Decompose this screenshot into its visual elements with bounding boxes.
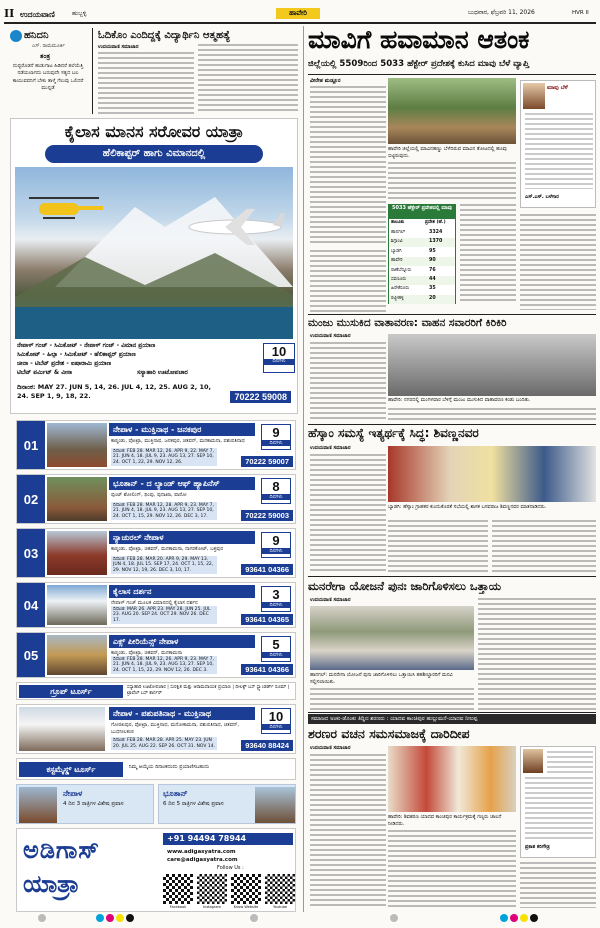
tour-phone: 70222 59007 xyxy=(241,456,293,467)
table-cell-taluk: ಹಾವೇರಿ xyxy=(391,258,403,264)
kailash-ad xyxy=(10,118,298,414)
story4-photo xyxy=(310,606,474,670)
poem-box xyxy=(6,28,88,114)
qr-label: Facebook xyxy=(169,905,187,909)
story2-rule xyxy=(308,314,596,315)
tour-description: ಕಾಠ್ಮಂಡು, ಪೋಖ್ರಾ, ಚಿತವನ್, ಮನಕಾಮನಾ, ನಾಗರಕೋಟ್, ಬಕ್ತಪುರ xyxy=(111,546,223,552)
tour-days-badge xyxy=(261,532,291,558)
tour-number: 01 xyxy=(17,421,45,469)
tour-photo xyxy=(47,531,107,575)
poem-author: ಎಸ್. ರಾಮಮೂರ್ತಿ xyxy=(32,43,66,49)
kailash-days-badge xyxy=(263,343,295,373)
tour-photo xyxy=(19,707,105,751)
nepal-mini-photo xyxy=(19,787,57,823)
story5-rule xyxy=(308,712,596,713)
page-marker: II xyxy=(4,7,15,20)
kailash-ad-subtitle: ಹೆಲಿಕಾಪ್ಟರ್ ಹಾಗು ವಿಮಾನದಲ್ಲಿ xyxy=(45,145,263,163)
poem-heading: ತಂತ್ರ xyxy=(40,52,51,60)
kailash-days-label: ದಿನಗಳು xyxy=(264,359,294,365)
story4-headline: ಮನರೇಗಾ ಯೋಜನೆ ಪುನಃ ಜಾರಿಗೊಳಿಸಲು ಒತ್ತಾಯ xyxy=(308,579,502,593)
tour-days: 10 xyxy=(268,709,284,724)
side-box-text xyxy=(525,113,593,189)
story4-dateline: ಉದಯವಾಣಿ ಸಮಾಚಾರ xyxy=(310,597,351,603)
table-cell-taluk: ಹಿರೇಕೆರೂರು xyxy=(391,286,410,292)
lead-column-3 xyxy=(460,204,516,304)
registration-mark xyxy=(38,914,46,922)
tour-phone: 93641 04366 xyxy=(241,664,293,675)
registration-mark xyxy=(530,914,538,922)
kailash-phone: 70222 59008 xyxy=(230,391,291,403)
top-story-column-1 xyxy=(98,52,194,114)
qr-label: Instagram xyxy=(203,905,221,909)
bhutan-mini-title: ಭೂತಾನ್ xyxy=(163,789,188,798)
qr-code xyxy=(265,874,295,904)
columnist-photo xyxy=(523,749,543,773)
tour-card xyxy=(16,420,296,470)
story2-column-1 xyxy=(310,342,386,420)
side-box xyxy=(520,80,596,208)
table-cell-taluk: ರಾಣೆಬೆನ್ನೂರು xyxy=(391,267,412,273)
table-cell-area: 35 xyxy=(429,286,436,292)
tour-card xyxy=(16,632,296,678)
tour-number: 05 xyxy=(17,633,45,677)
brand-website: www.adigasyatra.com xyxy=(167,849,236,855)
story4-rule xyxy=(308,576,596,577)
table-cell-area: 3324 xyxy=(429,230,443,235)
masthead-rule xyxy=(4,22,596,24)
tour-dates: ದಿನಾಂಕ: FEB 28. MAR 12, 28. APR 9, 23. MAY 7, 21. JUN 4, 18. JUL 9, 23. AUG 13, 27. SEP 10, 24. OCT 1, 15, 29. NOV 12, 26. DEC 3, 17. xyxy=(111,502,217,520)
table-cell-taluk: ಸವಣೂರು xyxy=(391,277,407,282)
story4-caption: ಹಾನಗಲ್: ಮನರೇಗಾ ಯೋಜನೆ ಪುನಃ ಜಾರಿಗೊಳಿಸಲು ಒತ್ತಾಯಿಸಿ ತಹಶೀಲ್ದಾರರಿಗೆ ಮನವಿ ಸಲ್ಲಿಸಲಾಯಿತು. xyxy=(310,672,453,685)
drop-icon xyxy=(10,30,22,42)
table-row xyxy=(389,248,455,257)
top-story-dateline: ಉದಯವಾಣಿ ಸಮಾಚಾರ xyxy=(98,44,139,50)
tour-days-label: ದಿನಗಳು xyxy=(262,652,290,658)
tour-description: ಕಾಠ್ಮಂಡು, ಪೋಖ್ರಾ, ಮುಕ್ತಿನಾಥ, ಜನಕಪುರ, ಚಿತವನ್, ಮನಕಾಮನಾ, ಪಶುಪತಿನಾಥ xyxy=(111,438,245,444)
bhutan-mini-ad xyxy=(158,784,296,824)
tour-days-badge xyxy=(261,636,291,662)
page-code: HVR II xyxy=(572,10,589,16)
lead-column-5 xyxy=(310,250,386,312)
tour-description: ಫುಂಟ್ ಶೋಲಿಂಗ್, ಥಿಂಫು, ಪುನಾಖಾ, ಪಾರೋ xyxy=(111,492,187,498)
tour-days: 9 xyxy=(272,533,280,548)
lead-rule xyxy=(308,74,596,75)
table-cell-area: 90 xyxy=(429,258,436,264)
story3-dateline: ಉದಯವಾಣಿ ಸಮಾಚಾರ xyxy=(310,445,351,451)
nepal-mini-ad xyxy=(16,784,154,824)
table-cell-area: 1370 xyxy=(429,239,443,245)
tour-days-label: ದಿನಗಳು xyxy=(262,494,290,500)
tour-photo xyxy=(47,635,107,675)
kailash-dates: ದಿನಾಂಕ: MAY 27. JUN 5, 14, 26. JUL 4, 12, 25. AUG 2, 10, 24. SEP 1, 9, 18, 22. xyxy=(17,383,211,400)
registration-mark xyxy=(250,914,258,922)
qr-code xyxy=(231,874,261,904)
tour-title: ನ್ಯಾಚುರಲ್ ನೇಪಾಳ xyxy=(109,531,255,544)
registration-mark xyxy=(500,914,508,922)
tour-title: ನೇಪಾಳ - ಪಶುಪತಿನಾಥ - ಮುಕ್ತಿನಾಥ xyxy=(109,707,255,720)
tour-days: 3 xyxy=(272,587,280,602)
column-divider xyxy=(303,26,304,912)
tour-title: ಭೂತಾನ್ - ದ ಲ್ಯಾಂಡ್ ಆಫ್ ಹ್ಯಾಪಿನೆಸ್ xyxy=(109,477,255,490)
brand-name-line1: ಅಡಿಗಾಸ್ xyxy=(23,836,100,864)
brand-phone: +91 94494 78944 xyxy=(163,833,293,845)
tour-dates: ದಿನಾಂಕ: FEB 28. MAR 28. APR 25. MAY 23. JUN 20. JUL 25. AUG 22. SEP 26. OCT 31. NOV 14. xyxy=(111,737,217,750)
story5-kicker: ಸಮಾಜದ ಅಂಕು-ಡೊಂಕು ತಿದ್ದಿದ ಶರಣರು : ಯಾದವ ಕಾಂಚಿಪುರ ಹುಲ್ಲುಮನೆ-ಯಾದವ ನೀಲಪ್ಪ xyxy=(308,714,596,724)
tour-phone: 70222 59003 xyxy=(241,510,293,521)
qr-code xyxy=(197,874,227,904)
tour-title: ನೇಪಾಳ - ಮುಕ್ತಿನಾಥ - ಜನಕಪುರ xyxy=(109,423,255,436)
itinerary-item: ಚೀನಾ - ಟಿಬೆಟ್ ಪ್ರದೇಶ - ಐಷಾರಾಮಿ ಪ್ರಯಾಣ xyxy=(17,360,112,367)
sidebar-divider xyxy=(92,28,93,114)
registration-mark xyxy=(510,914,518,922)
story3-column-1 xyxy=(310,454,386,574)
poem-text: ದುಷ್ಟರೊಡನೆ ಹುಡುಗಾಟ ಹಿಡಿದರೆ ತಲೆಯೆತ್ತಿ ನಡೆಯಲಾಗದು ಬರುವುದೇ ಸತ್ಯದ ಬಲ ಕಾಯುವವನಿಗೆ ಬೇಕು ತಾಳ್ಮೆ ಗೆಲುವು ಒಲಿದರೆ ಮುನ್ನಡೆ xyxy=(12,63,84,91)
section-label: ಹಾವೇರಿ xyxy=(276,8,320,19)
story3-photo xyxy=(388,446,596,502)
story5-caption: ಹಾವೇರಿ: ಶಿವಶರಣ ಯಾದವ ಕಾಂಚಿಪುರ ಕಾರ್ಯಕ್ರಮಕ್ಕೆ ಗಣ್ಯರು ಚಾಲನೆ ನೀಡಿದರು. xyxy=(388,814,502,827)
table-header-cell: ಪ್ರದೇಶ (ಹೆ.) xyxy=(425,220,446,225)
itinerary-item: ಸಸ್ಯಾಹಾರಿ ಊಟೋಪಚಾರ xyxy=(137,369,188,376)
itinerary-item: ನೇಪಾಳ್ ಗಂಜ್ - ಸಿಮಿಕೋಟ್ - ನೇಪಾಳ್ ಗಂಜ್ - ವಿಮಾನ ಪ್ರಯಾಣ xyxy=(17,342,156,349)
qr-label: Know Website xyxy=(233,905,259,909)
table-cell-taluk: ಶಿಗ್ಗಾಂವಿ xyxy=(391,239,403,245)
side-box-text xyxy=(547,751,593,773)
side-box-title: ಮಾವು ಬೆಳೆ xyxy=(547,85,568,91)
table-header-cell: ತಾಲೂಕು xyxy=(391,220,405,225)
tour-title: ಎಕ್ಸ್ ಪೀರಿಯೆನ್ಸ್ ನೇಪಾಳ xyxy=(109,635,255,648)
registration-mark xyxy=(116,914,124,922)
story2-photo xyxy=(388,334,596,396)
tour-days-badge xyxy=(261,586,291,612)
tour-days-label: ದಿನಗಳು xyxy=(262,602,290,608)
table-row xyxy=(389,257,455,266)
registration-mark xyxy=(520,914,528,922)
story3-column-2 xyxy=(388,520,488,574)
table-cell-taluk: ಹಾನಗಲ್ xyxy=(391,230,406,235)
story3-rule xyxy=(308,424,596,425)
tour-dates: ದಿನಾಂಕ: FEB 28. MAR 12, 26. APR 9, 23. MAY 7, 21. JUN 4, 18. JUL 9, 23. AUG 13, 27. SEP 10, 24. OCT 1, 15, 22, 29. NOV 12, 26. DEC 3. xyxy=(111,656,217,674)
nepal-mini-desc: 4 ದಿನ 3 ರಾತ್ರಿಗಳ ವಿಶೇಷ ಪ್ರವಾಸ xyxy=(63,801,124,807)
table-row xyxy=(389,238,455,247)
table-cell-area: 44 xyxy=(429,277,436,282)
issue-date: ಬುಧವಾರ, ಫೆಬ್ರವರಿ 11, 2026 xyxy=(468,9,535,16)
lead-subhead: ಜಿಲ್ಲೆಯಲ್ಲಿ 5509ರಿಂದ 5033 ಹೆಕ್ಟೇರ್ ಪ್ರದೇಶಕ್ಕೆ ಕುಸಿದ ಮಾವು ಬೆಳೆ ವ್ಯಾಪ್ತಿ xyxy=(308,59,530,69)
lead-caption: ಹಾವೇರಿ ಜಿಲ್ಲೆಯಲ್ಲಿ ಮಾವಿನಹಣ್ಣು ಬೆಳೆದಿರುವ ಮಾವಿನ ತೋಟದಲ್ಲಿ ಹೂವು ಬಿಟ್ಟಿರುವುದು. xyxy=(388,146,507,159)
story2-column-2 xyxy=(388,408,596,422)
tour-card xyxy=(16,582,296,628)
bhutan-mini-photo xyxy=(255,787,295,823)
tour-description: ಗೋರಖಪುರ, ಪೋಖ್ರಾ, ಮುಕ್ತಿನಾಥ, ಮನೋಕಾಮನಾ, ಪಶುಪತಿನಾಥ, ಚಿತವನ್, ಬುಧನೀಲಕಂಠ xyxy=(111,722,240,735)
tour-card xyxy=(16,474,296,524)
story2-dateline: ಉದಯವಾಣಿ ಸಮಾಚಾರ xyxy=(310,333,351,339)
story5-side-box xyxy=(520,746,596,858)
paper-name: ಉದಯವಾಣಿ xyxy=(20,10,55,19)
table-cell-taluk: ಬ್ಯಾಡಗಿ xyxy=(391,248,402,254)
tour-number: 02 xyxy=(17,475,45,523)
story2-caption: ಹಾವೇರಿ: ನಗರದಲ್ಲಿ ಮಂಗಳವಾರ ಬೆಳಿಗ್ಗೆ ಮಂಜು ಮುಸುಕಿದ ವಾತಾವರಣ ಕಂಡು ಬಂದಿತು. xyxy=(388,397,531,403)
lead-photo xyxy=(388,78,516,144)
table-row xyxy=(389,229,455,238)
registration-mark xyxy=(390,914,398,922)
kailash-days: 10 xyxy=(271,344,287,359)
brand-email: care@adigasyatra.com xyxy=(167,857,238,863)
top-story-column-2 xyxy=(198,44,298,114)
nepal-tour-card xyxy=(16,704,296,754)
story5-headline: ಶರಣರ ವಚನ ಸಮಸಮಾಜಕ್ಕೆ ದಾರಿದೀಪ xyxy=(308,726,470,741)
tour-days-label: ದಿನಗಳು xyxy=(262,724,290,730)
group-tours-strip xyxy=(16,682,296,700)
tour-phone: 93640 88424 xyxy=(241,740,293,751)
tour-days-badge xyxy=(261,708,291,734)
tour-days-badge xyxy=(261,424,291,450)
tour-card xyxy=(16,528,296,578)
side-box-byline: ಎಸ್.ಎಸ್. ಬಳೆಗಾರ xyxy=(525,194,559,200)
tour-photo xyxy=(47,423,107,467)
itinerary-item: ಟಿಬೆಟ್ ಪರ್ಮಿಟ್ & ವೀಸಾ xyxy=(17,369,73,376)
top-story-headline: ಓದಿಕೊಂ ಎಂದಿದ್ದಕ್ಕೆ ವಿದ್ಯಾರ್ಥಿನಿ ಆತ್ಮಹತ್ಯೆ xyxy=(98,30,231,41)
tour-photo xyxy=(47,477,107,521)
story5-dateline: ಉದಯವಾಣಿ ಸಮಾಚಾರ xyxy=(310,745,351,751)
tour-number: 03 xyxy=(17,529,45,577)
tour-dates: ದಿನಾಂಕ: MAR 26. APR 23. MAY 28. JUN 25. JUL 23. AUG 20. SEP 24. OCT 29. NOV 26. DEC 17. xyxy=(111,606,217,624)
tour-phone: 93641 04365 xyxy=(241,614,293,625)
side-box-byline: ಪ್ರಕಾಶ ಕರಿಗೌಡ್ರ xyxy=(525,844,550,850)
table-row xyxy=(389,267,455,276)
side-box-text xyxy=(525,777,593,839)
tour-description: ನೇಪಾಳ್ ಗಂಜ್ ಮೂಲಕ ವಿಮಾನದಲ್ಲಿ ಕೈಲಾಸ ದರ್ಶನ xyxy=(111,600,198,606)
helicopter-icon xyxy=(29,191,109,225)
story5-column-3 xyxy=(520,862,596,908)
qr-label: Youtube xyxy=(273,905,287,909)
story4-column-1 xyxy=(310,688,474,710)
table-cell-area: 95 xyxy=(429,248,436,254)
tour-photo xyxy=(47,585,107,625)
tour-phone: 93641 04366 xyxy=(241,564,293,575)
lead-column-2 xyxy=(388,162,516,202)
custom-tours-label: ಕಸ್ಟಮೈಸ್ಡ್ ಟೂರ್ಸ್ xyxy=(19,762,123,777)
story4-column-2 xyxy=(478,598,596,710)
story5-photo xyxy=(388,746,516,812)
tour-number: 04 xyxy=(17,583,45,627)
table-title: 5033 ಹೆಕ್ಟೇರ್ ಪ್ರದೇಶದಲ್ಲಿ ಮಾವು xyxy=(389,205,455,219)
columnist-photo xyxy=(523,83,545,109)
poem-logo: ಹನಿದನಿ xyxy=(24,30,49,41)
lead-headline: ಮಾವಿಗೆ ಹವಾಮಾನ ಆತಂಕ xyxy=(308,25,530,54)
tour-dates: ದಿನಾಂಕ: FEB 28. MAR 20. APR 9, 29. MAY 13. JUN 4, 18. JUL 15. SEP 17, 24. OCT 1, 15, 22, 29. NOV 12, 19, 26. DEC 3, 10, 17. xyxy=(111,556,217,574)
registration-mark xyxy=(96,914,104,922)
lead-byline: ವೀರೇಶ ಮಡ್ಲೂರ xyxy=(310,78,341,84)
registration-mark xyxy=(126,914,134,922)
story2-headline: ಮಂಜು ಮುಸುಕಿದ ವಾತಾವರಣ: ವಾಹನ ಸವಾರರಿಗೆ ಕಿರಿಕಿರಿ xyxy=(308,317,507,329)
tour-dates: ದಿನಾಂಕ: FEB 28. MAR 12, 26. APR 9, 22. MAY 7, 21. JUN 4, 18. JUL 9, 23. AUG 13, 27. SEP 10, 24. OCT 1, 22, 29. NOV 12, 26. xyxy=(111,448,217,466)
story3-headline: ಹೆಸ್ಕಾಂ ಸಮಸ್ಯೆ ಇತ್ಯರ್ಥಕ್ಕೆ ಸಿದ್ಧ: ಶಿವಣ್ಣನವರ xyxy=(308,426,479,440)
brand-follow-label: Follow Us : xyxy=(217,865,244,871)
tour-days-label: ದಿನಗಳು xyxy=(262,548,290,554)
tour-description: ಕಾಠ್ಮಂಡು, ಪೋಖ್ರಾ, ಚಿತವನ್, ಮನಕಾಮನಾ xyxy=(111,650,182,656)
tour-days: 5 xyxy=(272,637,280,652)
group-tours-label: ಗ್ರೂಪ್ ಟೂರ್ಸ್ xyxy=(19,685,123,698)
lead-column-4 xyxy=(520,214,596,310)
brand-block xyxy=(16,828,296,912)
brand-name-line2: ಯಾತ್ರಾ xyxy=(23,870,80,898)
table-cell-area: 20 xyxy=(429,295,436,301)
lead-column-1 xyxy=(310,86,386,246)
table-cell-area: 76 xyxy=(429,267,436,273)
story5-column-1 xyxy=(310,754,386,908)
paper-suffix: ಹುಬ್ಬಳ್ಳಿ xyxy=(72,10,87,17)
tour-days: 8 xyxy=(272,479,280,494)
group-tours-text: ಸಸ್ಯಾಹಾರಿ ಊಟೋಪಚಾರ | ಸುರಕ್ಷಿತ ಮತ್ತು ಆರಾಮದಾಯಕ ಪ್ರಯಾಣ | ದೀಲಕ್ಸ್ ಬಸ್ ಸ್ಟ್ಯಾಂಡರ್ಡ್ ರೂಮ್ | ಟ್ರಾವೆಲ್ ಬಸ್ ಕಾರ್ನರ್ xyxy=(127,685,290,696)
itinerary-item: ಸಿಮಿಕೋಟ್ - ಹಿಲ್ಸಾ - ಸಿಮಿಕೋಟ್ - ಹೆಲಿಕಾಪ್ಟರ್ ಪ್ರಯಾಣ xyxy=(17,351,136,358)
custom-tours-strip xyxy=(16,758,296,780)
table-row xyxy=(389,276,455,285)
tour-days-label: ದಿನಗಳು xyxy=(262,440,290,446)
mango-area-table xyxy=(388,204,456,304)
story3-column-3 xyxy=(492,520,596,574)
mountain-photo xyxy=(15,167,293,339)
nepal-mini-title: ನೇಪಾಳ xyxy=(63,789,83,798)
tour-days-badge xyxy=(261,478,291,504)
story5-column-2 xyxy=(388,830,516,908)
story3-caption: ಬ್ಯಾಡಗಿ: ಹೆಸ್ಕಾಂ ಗ್ರಾಹಕರ ಕುಂದುಕೊರತೆ ಸಭೆಯಲ್ಲಿ ಶಾಸಕ ಬಸವರಾಜ ಶಿವಣ್ಣನವರ ಮಾತನಾಡಿದರು. xyxy=(388,504,547,510)
registration-mark xyxy=(106,914,114,922)
airplane-icon xyxy=(185,207,285,247)
table-cell-taluk: ರಟ್ಟೀಹಳ್ಳಿ xyxy=(391,295,404,301)
table-row xyxy=(389,285,455,294)
tour-title: ಕೈಲಾಸ ದರ್ಶನ xyxy=(109,585,255,598)
tour-days: 9 xyxy=(272,425,280,440)
custom-tours-text: ನಿಮ್ಮ ಆಯ್ಕೆಯ ದಿನಾಂಕದಂದು ಪ್ರಯಾಣಿಸಬಹುದು xyxy=(129,764,210,770)
qr-code xyxy=(163,874,193,904)
bhutan-mini-desc: 6 ದಿನ 5 ರಾತ್ರಿಗಳ ವಿಶೇಷ ಪ್ರವಾಸ xyxy=(163,801,224,807)
kailash-ad-title: ಕೈಲಾಸ ಮಾನಸ ಸರೋವರ ಯಾತ್ರಾ xyxy=(64,122,244,141)
table-row xyxy=(389,295,455,304)
